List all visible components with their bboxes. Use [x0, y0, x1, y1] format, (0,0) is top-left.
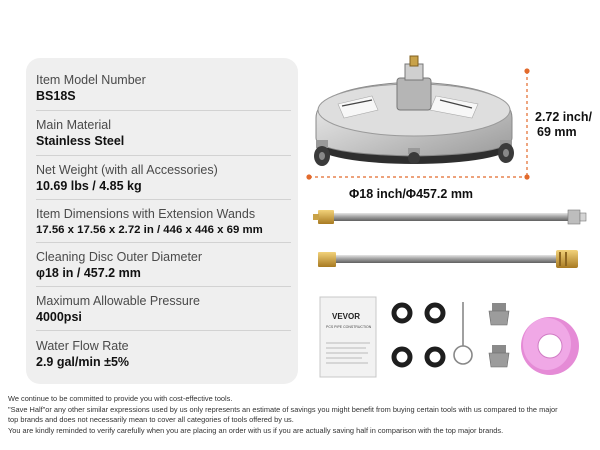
nozzles — [489, 303, 509, 367]
spec-value: Stainless Steel — [36, 134, 125, 148]
manual-brand: VEVOR — [332, 312, 361, 321]
user-manual-image — [320, 297, 376, 377]
spec-label: Item Dimensions with Extension Wands — [36, 207, 256, 221]
spec-value: 17.56 x 17.56 x 2.72 in / 446 x 446 x 69 mm — [36, 224, 263, 236]
disclaimer-line: top brands and does not necessarily mean to cover all categories of tools offered by us. — [8, 415, 294, 424]
spec-value: φ18 in / 457.2 mm — [36, 266, 141, 280]
disclaimer-line: You are kindly reminded to verify carefully when you are placing an order with us if you are actually saving half in comparison with the top major brands. — [8, 425, 504, 435]
spec-value: 2.9 gal/min ±5% — [36, 355, 130, 369]
height-dimension-line2: 69 mm — [537, 125, 577, 139]
spec-value: BS18S — [36, 89, 76, 103]
thread-seal-tape — [521, 317, 579, 375]
spec-label: Main Material — [36, 118, 112, 132]
disclaimer-line: We continue to be committed to provide you with cost-effective tools. — [8, 394, 233, 403]
disclaimer-line: "Save Half"or any other similar expressions used by us only represents an estimate of savings you might benefit from buying certain tools with us compared to the major — [8, 404, 558, 414]
disclaimer — [8, 394, 593, 436]
cleaning-needle — [454, 302, 472, 364]
spec-label: Cleaning Disc Outer Diameter — [36, 250, 203, 264]
spec-label: Maximum Allowable Pressure — [36, 294, 200, 308]
o-rings — [394, 305, 443, 365]
spec-label: Net Weight (with all Accessories) — [36, 163, 218, 177]
spec-label: Item Model Number — [36, 73, 146, 87]
spec-value: 10.69 lbs / 4.85 kg — [36, 179, 142, 193]
height-dimension-line1: 2.72 inch/ — [535, 110, 592, 124]
diameter-dimension: Φ18 inch/Φ457.2 mm — [349, 187, 474, 201]
spec-value: 4000psi — [36, 310, 82, 324]
manual-subtitle: PCS PIPE CONSTRUCTION — [326, 325, 372, 329]
spec-label: Water Flow Rate — [36, 339, 129, 353]
